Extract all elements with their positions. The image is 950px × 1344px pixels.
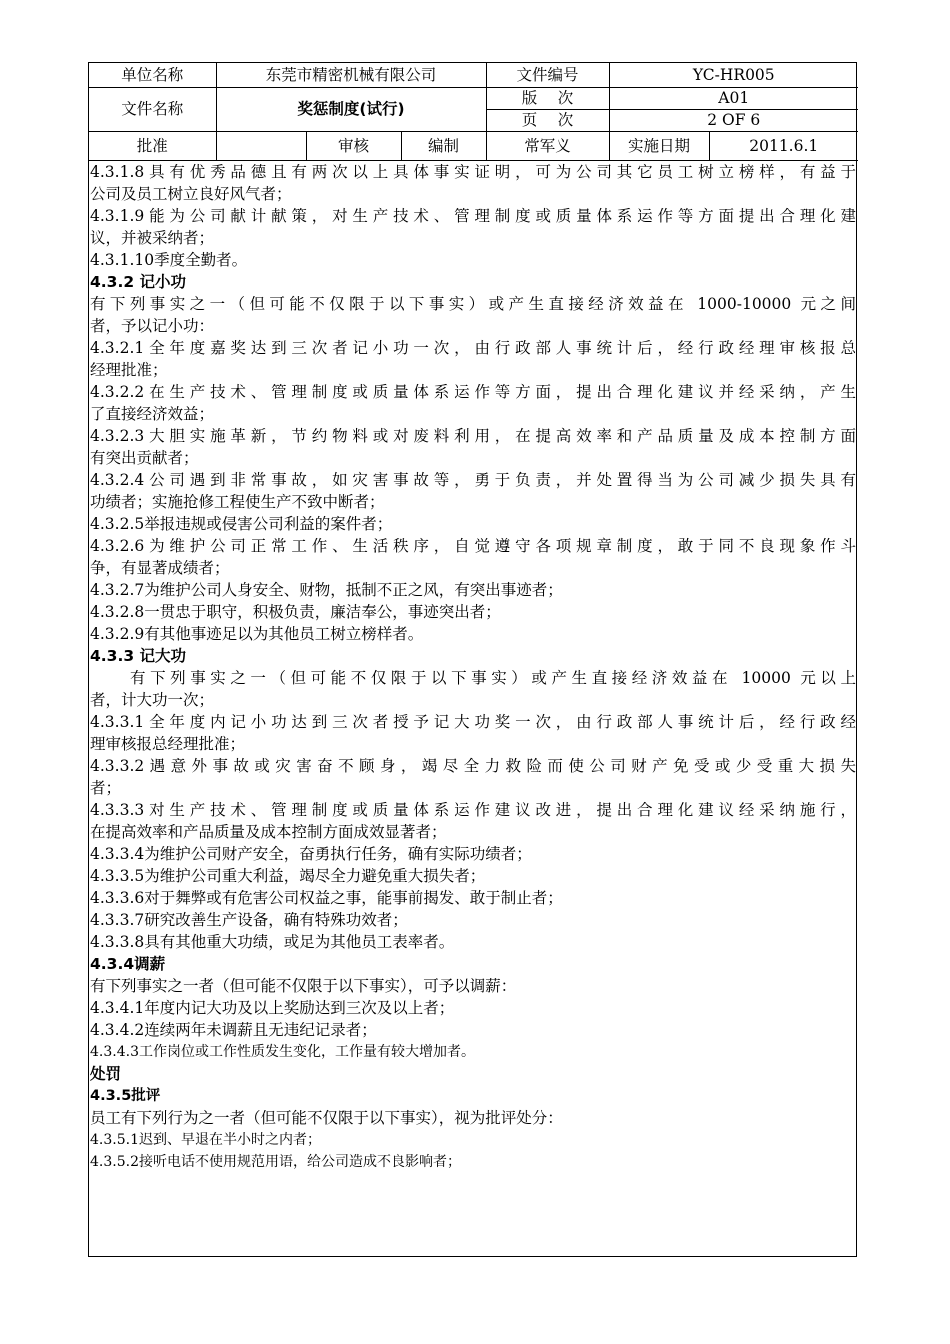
text-line: 功绩者；实施抢修工程使生产不致中断者；	[90, 492, 385, 511]
text-line: 4.3.3.8具有其他重大功绩，或足为其他员工表率者。	[90, 932, 455, 951]
text-line: 有下列事实之一（但可能不仅限于以下事实）或产生直接经济效益在 1000-10000 元之间	[90, 294, 856, 313]
text-line: 员工有下列行为之一者（但可能不仅限于以下事实），视为批评处分：	[90, 1108, 563, 1127]
date-label: 实施日期	[609, 131, 709, 160]
text-line: 者，计大功一次；	[90, 690, 215, 709]
text-line: 4.3.1.9能为公司献计献策，对生产技术、管理制度或质量体系运作等方面提出合理化建	[90, 206, 856, 225]
version-value: A01	[609, 87, 858, 109]
text-line: 4.3.2.1全年度嘉奖达到三次者记小功一次，由行政部人事统计后，经行政经理审核报总	[90, 338, 856, 357]
section-heading: 4.3.2 记小功	[90, 272, 187, 291]
text-line: 4.3.2.7为维护公司人身安全、财物，抵制不正之风，有突出事迹者；	[90, 580, 563, 599]
unit-label: 单位名称	[89, 63, 216, 87]
text-line: 4.3.2.4公司遇到非常事故，如灾害事故等，勇于负责，并处置得当为公司减少损失具有	[90, 470, 856, 489]
text-line: 4.3.3.1全年度内记小功达到三次者授予记大功奖一次，由行政部人事统计后，经行政经	[90, 712, 856, 731]
doc-no-label: 文件编号	[486, 63, 609, 87]
approve-label: 批准	[89, 131, 216, 160]
document-page	[88, 62, 857, 1257]
page-label: 页 次	[486, 109, 609, 131]
text-line: 4.3.2.5举报违规或侵害公司利益的案件者；	[90, 514, 393, 533]
text-line: 4.3.3.2遇意外事故或灾害奋不顾身，竭尽全力救险而使公司财产免受或少受重大损失	[90, 756, 856, 775]
section-heading: 4.3.5批评	[90, 1087, 161, 1104]
text-line: 4.3.3.5为维护公司重大利益，竭尽全力避免重大损失者；	[90, 866, 486, 885]
text-line: 4.3.2.8一贯忠于职守，积极负责，廉洁奉公，事迹突出者；	[90, 602, 501, 621]
text-line: 经理批准；	[90, 360, 168, 379]
text-line: 4.3.5.2接听电话不使用规范用语，给公司造成不良影响者；	[90, 1153, 461, 1170]
text-line: 4.3.2.6为维护公司正常工作、生活秩序，自觉遵守各项规章制度，敢于同不良现象作斗	[90, 536, 856, 555]
text-line: 公司及员工树立良好风气者；	[90, 184, 292, 203]
text-line: 4.3.2.9有其他事迹足以为其他员工树立榜样者。	[90, 624, 424, 643]
text-line: 争，有显著成绩者；	[90, 558, 230, 577]
text-line: 有突出贡献者；	[90, 448, 199, 467]
text-line: 4.3.2.3大胆实施革新，节约物料或对废料利用，在提高效率和产品质量及成本控制方面	[90, 426, 856, 445]
unit-value: 东莞市精密机械有限公司	[216, 63, 486, 87]
section-heading: 4.3.3 记大功	[90, 646, 187, 665]
file-name-label: 文件名称	[89, 87, 216, 131]
text-line: 4.3.3.4为维护公司财产安全，奋勇执行任务，确有实际功绩者；	[90, 844, 532, 863]
version-label: 版 次	[486, 87, 609, 109]
text-line: 4.3.4.2连续两年未调薪且无违纪记录者；	[90, 1020, 377, 1039]
section-heading: 处罚	[90, 1064, 122, 1083]
file-name-value: 奖惩制度(试行)	[216, 87, 486, 131]
text-line: 了直接经济效益；	[90, 404, 215, 423]
header-table	[89, 63, 858, 161]
date-value: 2011.6.1	[709, 131, 858, 160]
text-line: 理审核报总经理批准；	[90, 734, 246, 753]
compile-value: 常军义	[486, 131, 609, 160]
text-line: 有下列事实之一（但可能不仅限于以下事实）或产生直接经济效益在 10000 元以上	[130, 668, 856, 687]
text-line: 4.3.1.8具有优秀品德且有两次以上具体事实证明，可为公司其它员工树立榜样，有益于	[90, 162, 856, 181]
text-line: 4.3.5.1迟到、早退在半小时之内者；	[90, 1131, 321, 1148]
text-line: 4.3.4.3工作岗位或工作性质发生变化，工作量有较大增加者。	[90, 1043, 475, 1060]
text-line: 有下列事实之一者（但可能不仅限于以下事实），可予以调薪：	[90, 976, 517, 995]
text-line: 4.3.4.1年度内记大功及以上奖励达到三次及以上者；	[90, 998, 455, 1017]
page-value: 2 OF 6	[609, 109, 858, 131]
doc-no-value: YC-HR005	[609, 63, 858, 87]
text-line: 4.3.3.3对生产技术、管理制度或质量体系运作建议改进，提出合理化建议经采纳施行，	[90, 800, 856, 819]
text-line: 在提高效率和产品质量及成本控制方面成效显著者；	[90, 822, 447, 841]
compile-label: 编制	[401, 131, 486, 160]
approve-value	[216, 131, 306, 160]
text-line: 者；	[90, 778, 122, 797]
section-heading: 4.3.4调薪	[90, 954, 166, 973]
text-line: 4.3.1.10季度全勤者。	[90, 250, 248, 269]
text-line: 议，并被采纳者；	[90, 228, 215, 247]
body-text	[89, 161, 856, 1173]
text-line: 4.3.2.2在生产技术、管理制度或质量体系运作等方面，提出合理化建议并经采纳，产生	[90, 382, 856, 401]
text-line: 者，予以记小功：	[90, 316, 215, 335]
review-label: 审核	[306, 131, 401, 160]
text-line: 4.3.3.7研究改善生产设备，确有特殊功效者；	[90, 910, 408, 929]
text-line: 4.3.3.6对于舞弊或有危害公司权益之事，能事前揭发、敢于制止者；	[90, 888, 563, 907]
